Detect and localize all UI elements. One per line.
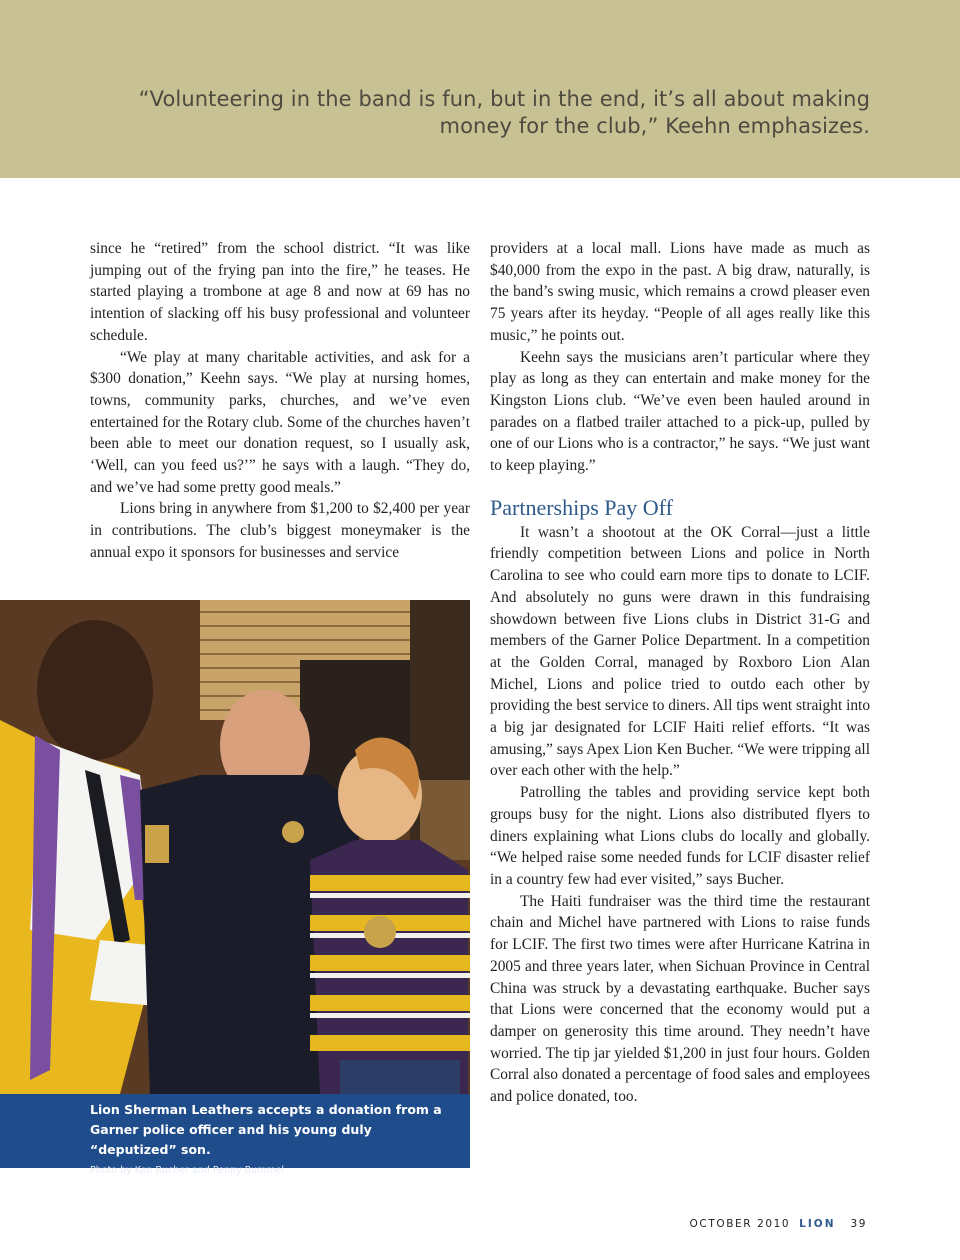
body-paragraph: “We play at many charitable activities, and ask for a $300 donation,” Keehn says. “We play at nursing homes, towns, community parks, churches, and we’ve even entertained for the Rotary club. Some of the churches haven’t been able to meet our donation request, so I usually ask, ‘Well, can you feed us?’” he says with a laugh. “They do, and we’ve had some pretty good meals.” [90,348,470,496]
officer-badge [282,821,304,843]
pull-quote-band [0,0,960,178]
photo-illustration [0,600,470,1094]
body-paragraph: The Haiti fundraiser was the third time the restaurant chain and Michel have partnered with Lions to raise funds for LCIF. The first two times were after Hurricane Katrina in 2005 and three years later, when Sichuan Province in Central China was struck by a devastating earthquake. Bucher says that Lions were concerned that the economy would put a damper on generosity this time around. They needn’t have worried. The tip jar yielded $1,200 in just four hours. Golden Corral also donated a percentage of food sales and employees and police donated, too. [490,892,870,1106]
issue-date: OCTOBER 2010 [689,1218,791,1230]
left-column [90,238,470,564]
caption-text: Lion Sherman Leathers accepts a donation from a Garner police officer and his young duly “deputized” son. [90,1102,442,1157]
page-footer [690,1218,867,1230]
body-paragraph: since he “retired” from the school district. “It was like jumping out of the frying pan into the fire,” he teases. He started playing a trombone at age 8 and now at 69 has no intention of slacking off his busy professional and volunteer schedule. [90,240,470,344]
body-paragraph: Keehn says the musicians aren’t particular where they play as long as they can entertain and make money for the Kingston Lions club. “We’ve even been hauled around in parades on a flatbed trailer attached to a pick-up, pulled by one of our Lions who is a contractor,” he says. “We just want to keep playing.” [490,348,870,475]
body-paragraph: It wasn’t a shootout at the OK Corral—just a little friendly competition between Lions and police in North Carolina to see who could earn more tips to donate to LCIF. And absolutely no guns were drawn in this fundraising showdown between five Lions clubs in District 31-G and members of the Garner Police Department. In a competition at the Golden Corral, managed by Roxboro Lion Alan Michel, Lions and police tried to outdo each other by providing the best service to diners. All tips went straight into a big jar designated for LCIF Haiti relief efforts. “It was amusing,” says Apex Lion Ken Bucher. “We were tripping all over each other with the help.” [490,523,871,780]
article-photo [0,600,470,1094]
page-number: 39 [850,1218,867,1230]
photo-caption [0,1094,470,1176]
section-heading: Partnerships Pay Off [490,494,673,520]
body-paragraph: providers at a local mall. Lions have made as much as $40,000 from the expo in the past. A big draw, naturally, is the band’s swing music, which remains a crowd pleaser even 75 years after its heyday. “People of all ages really like this music,” he points out. [490,240,870,344]
body-paragraph: Lions bring in anywhere from $1,200 to $2,400 per year in contributions. The club’s biggest moneymaker is the annual expo it sponsors for businesses and service [90,500,470,561]
magazine-name: LION [799,1218,836,1230]
right-column [490,238,870,1108]
body-paragraph: Patrolling the tables and providing service kept both groups busy for the night. Lions also distributed flyers to diners explaining what Lions clubs do locally and globally. “We helped raise some needed funds for LCIF disaster relief in a country few had ever visited,” says Bucher. [490,784,870,888]
pull-quote: “Volunteering in the band is fun, but in the end, it’s all about making money for the club,” Keehn emphasizes. [138,87,870,138]
child-toy-badge [364,916,396,948]
child-jeans [340,1060,460,1094]
lion-head [37,620,153,760]
photo-credit: Photo by Ken Bucher and Penny Rummel [90,1165,284,1176]
shoulder-patch [145,825,169,863]
